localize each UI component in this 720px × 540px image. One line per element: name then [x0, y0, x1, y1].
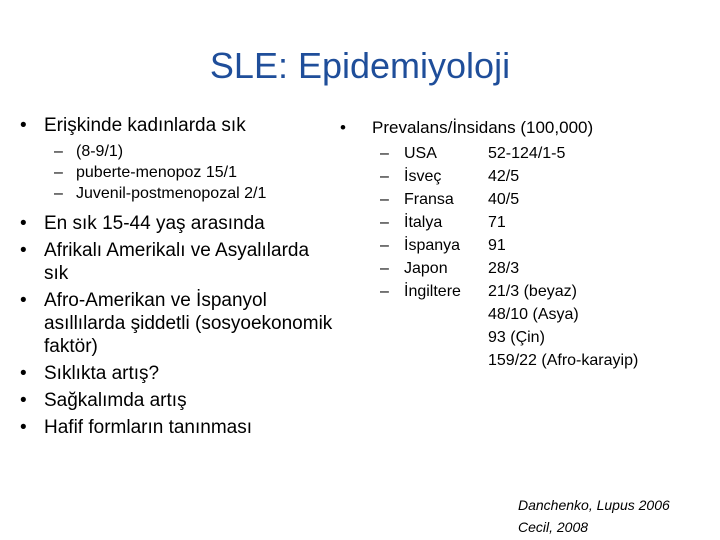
dash-marker: –	[380, 145, 389, 162]
reference-line: Danchenko, Lupus 2006	[518, 497, 670, 513]
prevalence-row	[338, 165, 708, 188]
prevalence-value: 91	[488, 237, 506, 254]
prevalence-value: 48/10 (Asya)	[488, 306, 579, 323]
prevalence-row	[338, 188, 708, 211]
prevalence-row	[338, 234, 708, 257]
prevalence-value: 42/5	[488, 168, 520, 185]
bullet-marker: •	[20, 290, 27, 311]
country-name: Fransa	[404, 191, 454, 208]
country-name: İngiltere	[404, 283, 461, 300]
dash-marker: –	[54, 164, 63, 181]
prevalence-heading	[338, 116, 708, 140]
sub-item	[18, 183, 338, 204]
bullet-item	[18, 362, 338, 385]
prevalence-row	[338, 211, 708, 234]
country-name: İsveç	[404, 168, 442, 185]
bullet-item	[18, 114, 338, 137]
sub-item-text: Juvenil-postmenopozal 2/1	[76, 185, 267, 202]
dash-marker: –	[54, 185, 63, 202]
slide-title: SLE: Epidemiyoloji	[209, 45, 511, 86]
sub-list	[18, 141, 338, 204]
prevalence-value: 159/22 (Afro-karayip)	[488, 352, 639, 369]
country-name: USA	[404, 145, 437, 162]
bullet-marker: •	[20, 363, 27, 384]
sub-item-text: puberte-menopoz 15/1	[76, 164, 237, 181]
dash-marker: –	[380, 191, 389, 208]
dash-marker: –	[380, 237, 389, 254]
dash-marker: –	[380, 283, 389, 300]
bullet-marker: •	[20, 240, 27, 261]
sub-item	[18, 141, 338, 162]
dash-marker: –	[380, 168, 389, 185]
bullet-text: Sıklıkta artış?	[44, 363, 160, 384]
prevalence-list	[338, 142, 708, 369]
bullet-text: Erişkinde kadınlarda sık	[44, 115, 246, 136]
country-name: Japon	[404, 260, 448, 277]
bullet-marker: •	[20, 213, 27, 234]
country-name: İspanya	[404, 237, 461, 254]
country-name: İtalya	[404, 214, 443, 231]
references	[518, 494, 670, 538]
left-column	[18, 114, 338, 439]
prevalence-value: 28/3	[488, 260, 520, 277]
prevalence-value: 40/5	[488, 191, 520, 208]
bullet-text: Sağkalımda artış	[44, 390, 187, 411]
prevalence-value: 21/3 (beyaz)	[488, 283, 577, 300]
bullet-marker: •	[340, 118, 346, 137]
dash-marker: –	[380, 214, 389, 231]
prevalence-row	[338, 257, 708, 280]
bullet-text: Hafif formların tanınması	[44, 417, 253, 438]
reference-line: Cecil, 2008	[518, 519, 589, 535]
bullet-text: En sık 15-44 yaş arasında	[44, 213, 265, 234]
prevalence-row	[338, 280, 708, 369]
prevalence-value: 93 (Çin)	[488, 329, 545, 346]
dash-marker: –	[54, 143, 63, 160]
bullet-item	[18, 416, 338, 439]
sub-item	[18, 162, 338, 183]
prevalence-row	[338, 142, 708, 165]
prevalence-heading-text: Prevalans/İnsidans (100,000)	[372, 118, 594, 137]
bullet-marker: •	[20, 390, 27, 411]
bullet-item	[18, 389, 338, 412]
bullet-text: Afro-Amerikan ve İspanyol asıllılarda şiddetli (sosyoekonomik faktör)	[44, 290, 333, 357]
prevalence-value-group	[488, 280, 708, 372]
bullet-marker: •	[20, 115, 27, 136]
bullet-marker: •	[20, 417, 27, 438]
bullet-text: Afrikalı Amerikalı ve Asyalılarda sık	[44, 240, 310, 284]
prevalence-value: 52-124/1-5	[488, 145, 566, 162]
bullet-item	[18, 289, 338, 358]
right-column	[338, 116, 708, 369]
bullet-item	[18, 239, 338, 285]
dash-marker: –	[380, 260, 389, 277]
bullet-item	[18, 212, 338, 235]
sub-item-text: (8-9/1)	[76, 143, 124, 160]
prevalence-value: 71	[488, 214, 506, 231]
